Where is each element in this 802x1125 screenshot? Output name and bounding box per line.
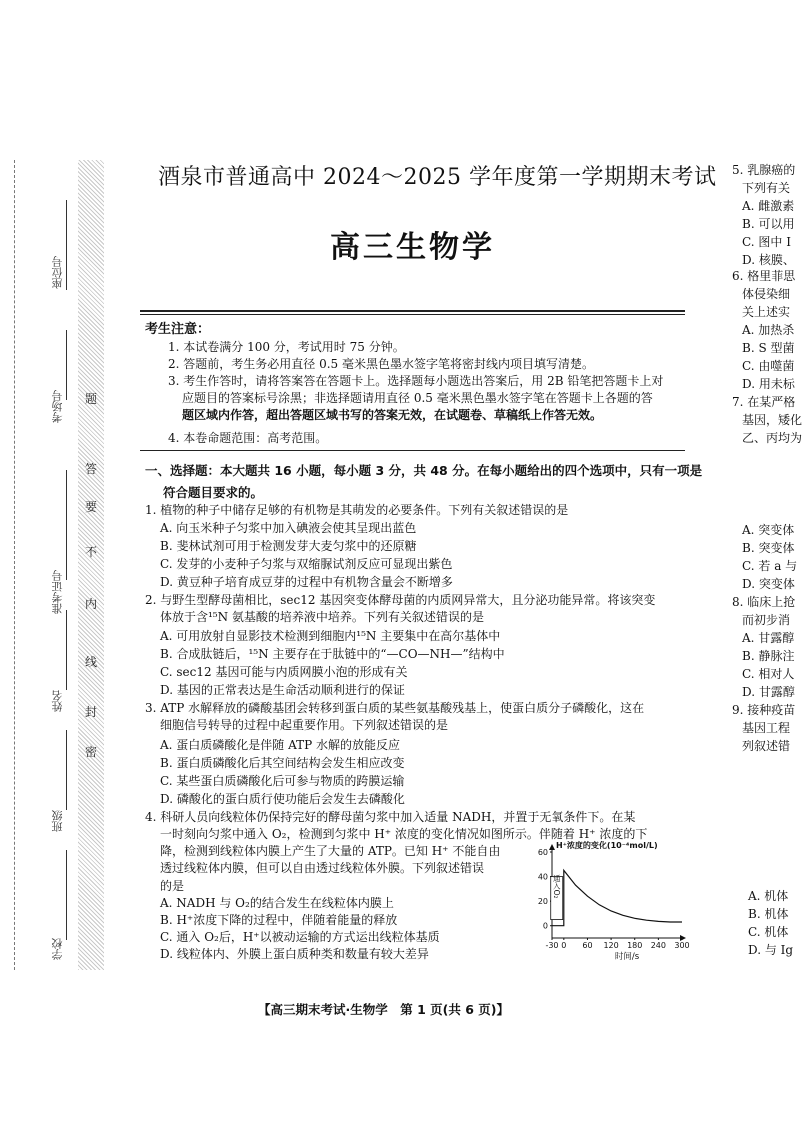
notice-divider	[140, 450, 685, 451]
q3-option-d: D. 磷酸化的蛋白质行使功能后会发生去磷酸化	[160, 792, 405, 806]
right-line: A. 机体	[748, 889, 789, 903]
right-line: 体侵染细	[742, 287, 791, 301]
seat-label: 座位号	[51, 256, 64, 289]
section-heading: 一、选择题：本大题共 16 小题，每小题 3 分，共 48 分。在每小题给出的四个选项中，只有一项是	[145, 463, 703, 478]
x-tick-label: 0	[561, 941, 567, 950]
seal-char: 答	[84, 462, 97, 476]
y-axis-label: H⁺浓度的变化(10⁻⁴mol/L)	[556, 841, 658, 850]
x-tick-label: 300	[674, 941, 690, 950]
series-line	[552, 870, 682, 925]
header-divider-thin	[140, 314, 685, 315]
school-label: 学校	[51, 938, 64, 960]
y-tick-label: 20	[537, 897, 548, 907]
right-line: 6. 格里菲思	[732, 269, 796, 283]
school-blank[interactable]	[66, 850, 67, 940]
right-line: A. 加热杀	[742, 323, 795, 337]
right-line: D. 甘露醇	[742, 685, 795, 699]
annotation-label: 通入O₂	[552, 874, 562, 899]
ticket-label: 准考证号	[51, 570, 64, 614]
seal-char: 不	[84, 545, 97, 559]
q4-option-c: C. 通入 O₂后，H⁺以被动运输的方式运出线粒体基质	[160, 930, 440, 944]
q4-option-d: D. 线粒体内、外膜上蛋白质种类和数量有较大差异	[160, 947, 429, 961]
notice-item: 应题目的答案标号涂黑；非选择题请用直径 0.5 毫米黑色墨水签字笔在答题卡上各题的答	[182, 391, 653, 405]
room-blank[interactable]	[66, 330, 67, 400]
header-divider	[140, 310, 685, 312]
right-line: 7. 在某严格	[732, 395, 796, 409]
q1-option-a: A. 向玉米种子匀浆中加入碘液会使其呈现出蓝色	[160, 521, 417, 535]
notice-item: 2. 答题前，考生务必用直径 0.5 毫米黑色墨水签字笔将密封线内项目填写清楚。	[168, 357, 594, 371]
right-line: D. 核膜、	[742, 253, 795, 267]
right-line: 乙、丙均为	[742, 431, 802, 445]
right-line: 关上述实	[742, 305, 791, 319]
class-blank[interactable]	[66, 730, 67, 810]
notice-heading: 考生注意：	[145, 322, 211, 337]
x-tick-label: 60	[582, 941, 593, 950]
x-tick-label: 120	[603, 941, 619, 950]
seal-char: 线	[84, 655, 97, 669]
q4-stem-cont: 的是	[160, 879, 185, 893]
y-tick-label: 60	[537, 848, 548, 857]
x-axis-label: 时间/s	[614, 952, 640, 962]
subject-title: 高三生物学	[330, 230, 495, 265]
binding-fold-line	[14, 160, 15, 970]
notice-item: 题区域内作答，超出答题区域书写的答案无效，在试题卷、草稿纸上作答无效。	[182, 408, 603, 422]
seat-blank[interactable]	[66, 200, 67, 290]
seal-char: 内	[84, 597, 97, 611]
name-blank[interactable]	[66, 610, 67, 690]
notice-item: 4. 本卷命题范围：高考范围。	[168, 431, 328, 445]
q4-stem-cont: 降，检测到线粒体内膜上产生了大量的 ATP。已知 H⁺ 不能自由	[160, 844, 501, 858]
right-line: B. 可以用	[742, 217, 795, 231]
q4-stem: 4. 科研人员向线粒体仍保持完好的酵母菌匀浆中加入适量 NADH，并置于无氧条件下。在某	[145, 810, 636, 824]
right-line: 基因，矮化	[742, 413, 802, 427]
right-line: 下列有关	[742, 181, 791, 195]
seal-char: 题	[84, 392, 97, 406]
right-line: C. 若 a 与	[742, 559, 798, 573]
right-line: D. 突变体	[742, 577, 795, 591]
right-line: 基因工程	[742, 721, 791, 735]
x-tick-label: -30	[545, 941, 559, 950]
h-concentration-chart	[530, 838, 690, 960]
section-heading-cont: 符合题目要求的。	[163, 485, 264, 500]
q4-stem-cont: 透过线粒体内膜，但可以自由透过线粒体外膜。下列叙述错误	[160, 861, 485, 875]
q2-option-a: A. 可用放射自显影技术检测到细胞内¹⁵N 主要集中在高尔基体中	[160, 629, 501, 643]
right-line: 5. 乳腺癌的	[732, 163, 796, 177]
right-line: 而初步消	[742, 613, 791, 627]
q1-stem: 1. 植物的种子中储存足够的有机物是其萌发的必要条件。下列有关叙述错误的是	[145, 503, 569, 517]
q3-stem-cont: 细胞信号转导的过程中起重要作用。下列叙述错误的是	[160, 718, 449, 732]
class-label: 班级	[51, 810, 64, 832]
right-line: B. 机体	[748, 907, 789, 921]
q1-option-d: D. 黄豆种子培育成豆芽的过程中有机物含量会不断增多	[160, 575, 453, 589]
notice-item: 3. 考生作答时，请将答案答在答题卡上。选择题每小题选出答案后，用 2B 铅笔把答题卡上对	[168, 374, 664, 388]
q1-option-b: B. 斐林试剂可用于检测发芽大麦匀浆中的还原糖	[160, 539, 417, 553]
q2-option-d: D. 基因的正常表达是生命活动顺利进行的保证	[160, 683, 405, 697]
right-line: B. S 型菌	[742, 341, 795, 355]
page-footer: 【高三期末考试·生物学 第 1 页(共 6 页)】	[258, 1002, 509, 1017]
right-line: D. 用未标	[742, 377, 795, 391]
right-line: 9. 接种疫苗	[732, 703, 796, 717]
q3-option-b: B. 蛋白质磷酸化后其空间结构会发生相应改变	[160, 756, 405, 770]
q3-stem: 3. ATP 水解释放的磷酸基团会转移到蛋白质的某些氨基酸残基上，使蛋白质分子磷酸化，这在	[145, 701, 645, 715]
y-axis-arrow	[549, 844, 555, 850]
room-label: 考场号	[51, 390, 64, 423]
right-line: 8. 临床上抢	[732, 595, 796, 609]
right-line: C. 由噬菌	[742, 359, 795, 373]
q3-option-a: A. 蛋白质磷酸化是伴随 ATP 水解的放能反应	[160, 738, 401, 752]
x-tick-label: 180	[627, 941, 643, 950]
q3-option-c: C. 某些蛋白质磷酸化后可参与物质的跨膜运输	[160, 774, 405, 788]
name-label: 姓名	[51, 690, 64, 712]
right-line: A. 雌激素	[742, 199, 795, 213]
right-line: 列叙述错	[742, 739, 791, 753]
q4-stem-cont: 一时刻向匀浆中通入 O₂，检测到匀浆中 H⁺ 浓度的变化情况如图所示。伴随着 H⁺ 浓度的下	[160, 827, 648, 841]
right-line: B. 突变体	[742, 541, 795, 555]
q2-option-c: C. sec12 基因可能与内质网膜小泡的形成有关	[160, 665, 408, 679]
seal-char: 密	[84, 745, 97, 759]
y-tick-label: 0	[542, 921, 548, 931]
notice-item: 1. 本试卷满分 100 分，考试用时 75 分钟。	[168, 340, 405, 354]
seal-char: 要	[84, 500, 97, 514]
y-tick-label: 40	[537, 872, 548, 882]
right-line: A. 甘露醇	[742, 631, 795, 645]
seal-char: 封	[84, 705, 97, 719]
seal-hatch-band	[78, 160, 104, 970]
q4-option-a: A. NADH 与 O₂的结合发生在线粒体内膜上	[160, 896, 394, 910]
q2-stem-cont: 体放于含¹⁵N 氨基酸的培养液中培养。下列有关叙述错误的是	[160, 610, 484, 624]
exam-title: 酒泉市普通高中 2024～2025 学年度第一学期期末考试	[158, 165, 717, 190]
right-line: C. 相对人	[742, 667, 795, 681]
q4-option-b: B. H⁺浓度下降的过程中，伴随着能量的释放	[160, 913, 398, 927]
q2-stem: 2. 与野生型酵母菌相比，sec12 基因突变体酵母菌的内质网异常大，且分泌功能异常。将该突变	[145, 593, 656, 607]
right-line: B. 静脉注	[742, 649, 795, 663]
q2-option-b: B. 合成肽链后，¹⁵N 主要存在于肽链中的“—CO—NH—”结构中	[160, 647, 505, 661]
right-line: C. 图中 I	[742, 235, 791, 249]
q1-option-c: C. 发芽的小麦种子匀浆与双缩脲试剂反应可显现出紫色	[160, 557, 453, 571]
right-line: D. 与 Ig	[748, 943, 794, 957]
ticket-blank[interactable]	[66, 470, 67, 580]
x-tick-label: 240	[650, 941, 667, 950]
right-line: C. 机体	[748, 925, 789, 939]
right-line: A. 突变体	[742, 523, 795, 537]
